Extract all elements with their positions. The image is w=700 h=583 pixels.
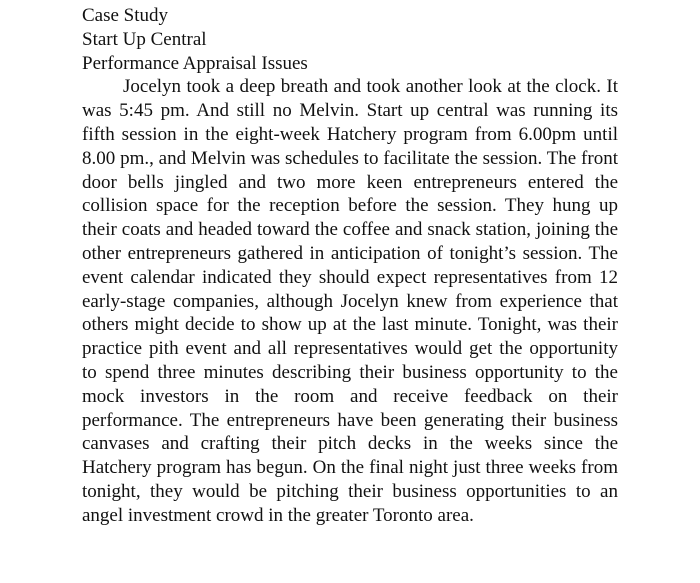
organization-title: Start Up Central	[82, 28, 207, 50]
document-page	[82, 4, 618, 528]
case-study-label: Case Study	[82, 5, 169, 26]
case-paragraph: Jocelyn took a deep breath and took another look at the clock. It was 5:45 pm. And still no Melvin. Start up central was running its fifth session in the eight-week Hatchery program from 6.00pm until 8.00 pm., and Melvin was schedules to facilitate the session. The front door bells jingled and two more keen entrepreneurs entered the collision space for the reception before the session. They hung up their coats and headed toward the coffee and snack station, joining the other entrepreneurs gathered in anticipation of tonight’s session. The event calendar indicated they should expect representatives from 12 early-stage companies, although Jocelyn knew from experience that others might decide to show up at the last minute. Tonight, was their practice pith event and all representatives would get the opportunity to spend three minutes describing their business opportunity to the mock investors in the room and receive feedback on their performance. The entrepreneurs have been generating their business canvases and crafting their pitch decks in the weeks since the Hatchery program has begun. On the final night just three weeks from tonight, they would be pitching their business opportunities to an angel investment crowd in the greater Toronto area.	[82, 76, 618, 526]
topic-title: Performance Appraisal Issues	[82, 52, 308, 74]
